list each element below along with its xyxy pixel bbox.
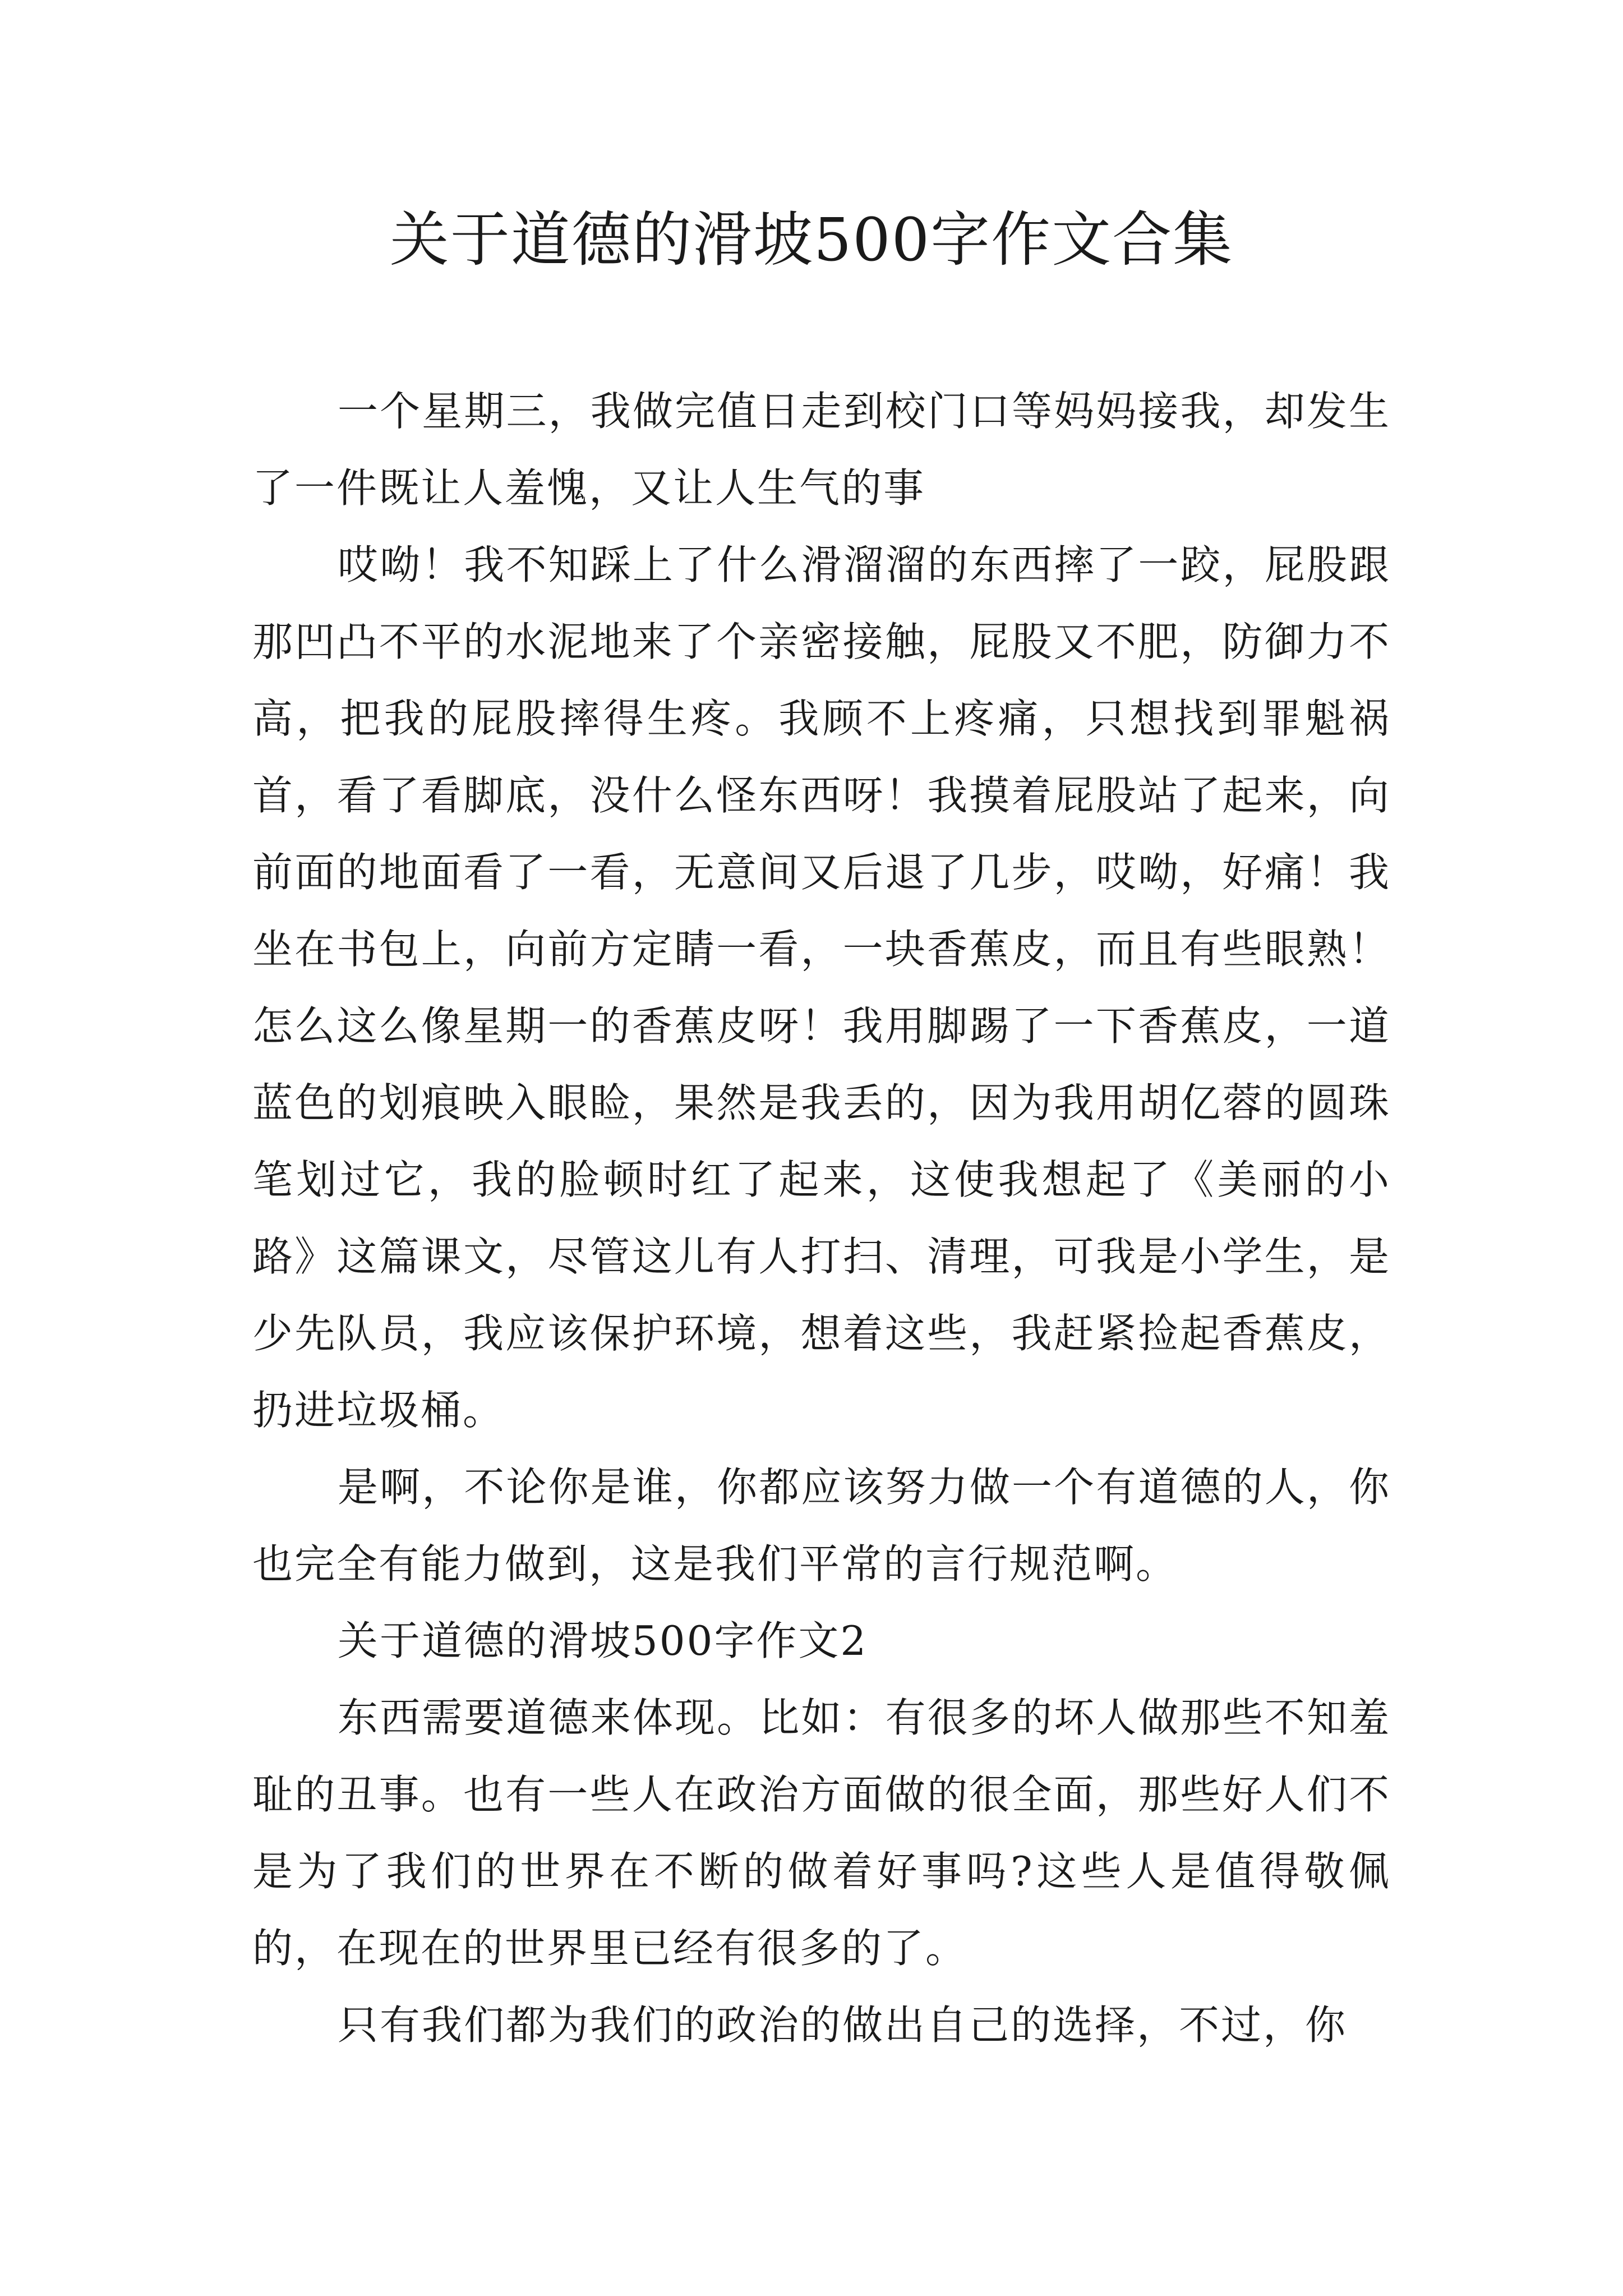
paragraph-story: 哎呦！我不知踩上了什么滑溜溜的东西摔了一跤，屁股跟那凹凸不平的水泥地来了个亲密接触，屁股又不肥，防御力不高，把我的屁股摔得生疼。我顾不上疼痛，只想找到罪魁祸首，看了看脚底，没什么怪东西呀！我摸着屁股站了起来，向前面的地面看了一看，无意间又后退了几步，哎呦，好痛！我坐在书包上，向前方定睛一看，一块香蕉皮，而且有些眼熟！怎么这么像星期一的香蕉皮呀！我用脚踢了一下香蕉皮，一道蓝色的划痕映入眼睑，果然是我丢的，因为我用胡亿蓉的圆珠笔划过它，我的脸顿时红了起来，这使我想起了《美丽的小路》这篇课文，尽管这儿有人打扫、清理，可我是小学生，是少先队员，我应该保护环境，想着这些，我赶紧捡起香蕉皮，扔进垃圾桶。 (252, 541, 1391, 1434)
document-body (252, 373, 1391, 2064)
essay-2-heading: 关于道德的滑坡500字作文2 (338, 1617, 868, 1664)
document-title: 关于道德的滑坡500字作文合集 (389, 205, 1234, 274)
paragraph-conclusion: 是啊，不论你是谁，你都应该努力做一个有道德的人，你也完全有能力做到，这是我们平常的言行规范啊。 (252, 1464, 1391, 1588)
paragraph-essay-2-continued: 只有我们都为我们的政治的做出自己的选择，不过，你 (338, 2001, 1348, 2049)
paragraph-intro: 一个星期三，我做完值日走到校门口等妈妈接我，却发生了一件既让人羞愧，又让人生气的事 (252, 388, 1391, 512)
paragraph-essay-2-body: 东西需要道德来体现。比如：有很多的坏人做那些不知羞耻的丑事。也有一些人在政治方面做的很全面，那些好人们不是为了我们的世界在不断的做着好事吗?这些人是值得敬佩的，在现在的世界里已经有很多的了。 (252, 1694, 1391, 1972)
